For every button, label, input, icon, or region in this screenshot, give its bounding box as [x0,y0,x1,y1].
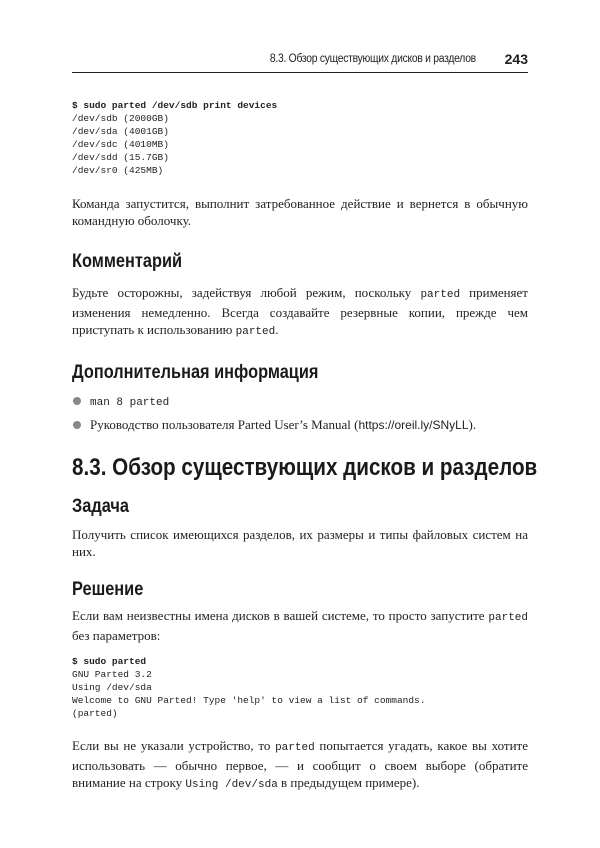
list-item-man-page [72,390,528,414]
code-block-parted [72,655,528,720]
list-item-users-manual: Руководство пользователя Parted User’s Manual (https://oreil.ly/SNyLL). [72,414,528,436]
code-output: /dev/sdb (2000GB) /dev/sda (4001GB) /dev/sdc (4010MB) /dev/sdd (15.7GB) /dev/sr0 (425MB) [72,113,169,176]
code-output: GNU Parted 3.2 Using /dev/sda Welcome to GNU Parted! Type 'help' to view a list of commands. (parted) [72,669,426,719]
running-title: 8.3. Обзор существующих дисков и разделов [269,53,476,65]
manual-link[interactable]: https://oreil.ly/SNyLL [358,418,469,432]
paragraph-command-runs: Команда запустится, выполнит затребованное действие и вернется в обычную командную оболочку. [72,196,528,228]
inline-code: Using /dev/sda [185,779,278,791]
code-block-print-devices [72,99,528,177]
paragraph-task: Получить список имеющихся разделов, их размеры и типы файловых систем на них. [72,527,528,559]
paragraph-device-guess: Если вы не указали устройство, то parted попытается угадать, какое вы хотите использовать — обычно первое, — и сообщит о своем выборе (обратите внимание на строку Using /dev/sda в предыдущем примере). [72,738,528,791]
inline-code: man 8 parted [90,397,170,409]
heading-more-info: Дополнительная информация [72,362,319,383]
section-heading: 8.3. Обзор существующих дисков и разделов [72,454,538,481]
running-header [72,50,528,73]
code-command: $ sudo parted [72,656,147,667]
paragraph-comment: Будьте осторожны, задействуя любой режим, поскольку parted применяет изменения немедленно. Всегда создавайте резервные копии, прежде чем приступать к использованию parted. [72,285,528,338]
inline-code: parted [420,289,461,301]
inline-code: parted [488,612,528,624]
heading-solution: Решение [72,579,144,600]
page-content [72,99,538,794]
inline-code: parted [275,742,315,754]
paragraph-solution: Если вам неизвестны имена дисков в вашей системе, то просто запустите parted без параметров: [72,608,528,643]
code-command: $ sudo parted /dev/sdb print devices [72,100,278,111]
page-number: 243 [504,51,528,67]
heading-task: Задача [72,496,129,517]
heading-comment: Комментарий [72,251,183,272]
inline-code: parted [235,326,276,338]
more-info-list [72,390,528,436]
